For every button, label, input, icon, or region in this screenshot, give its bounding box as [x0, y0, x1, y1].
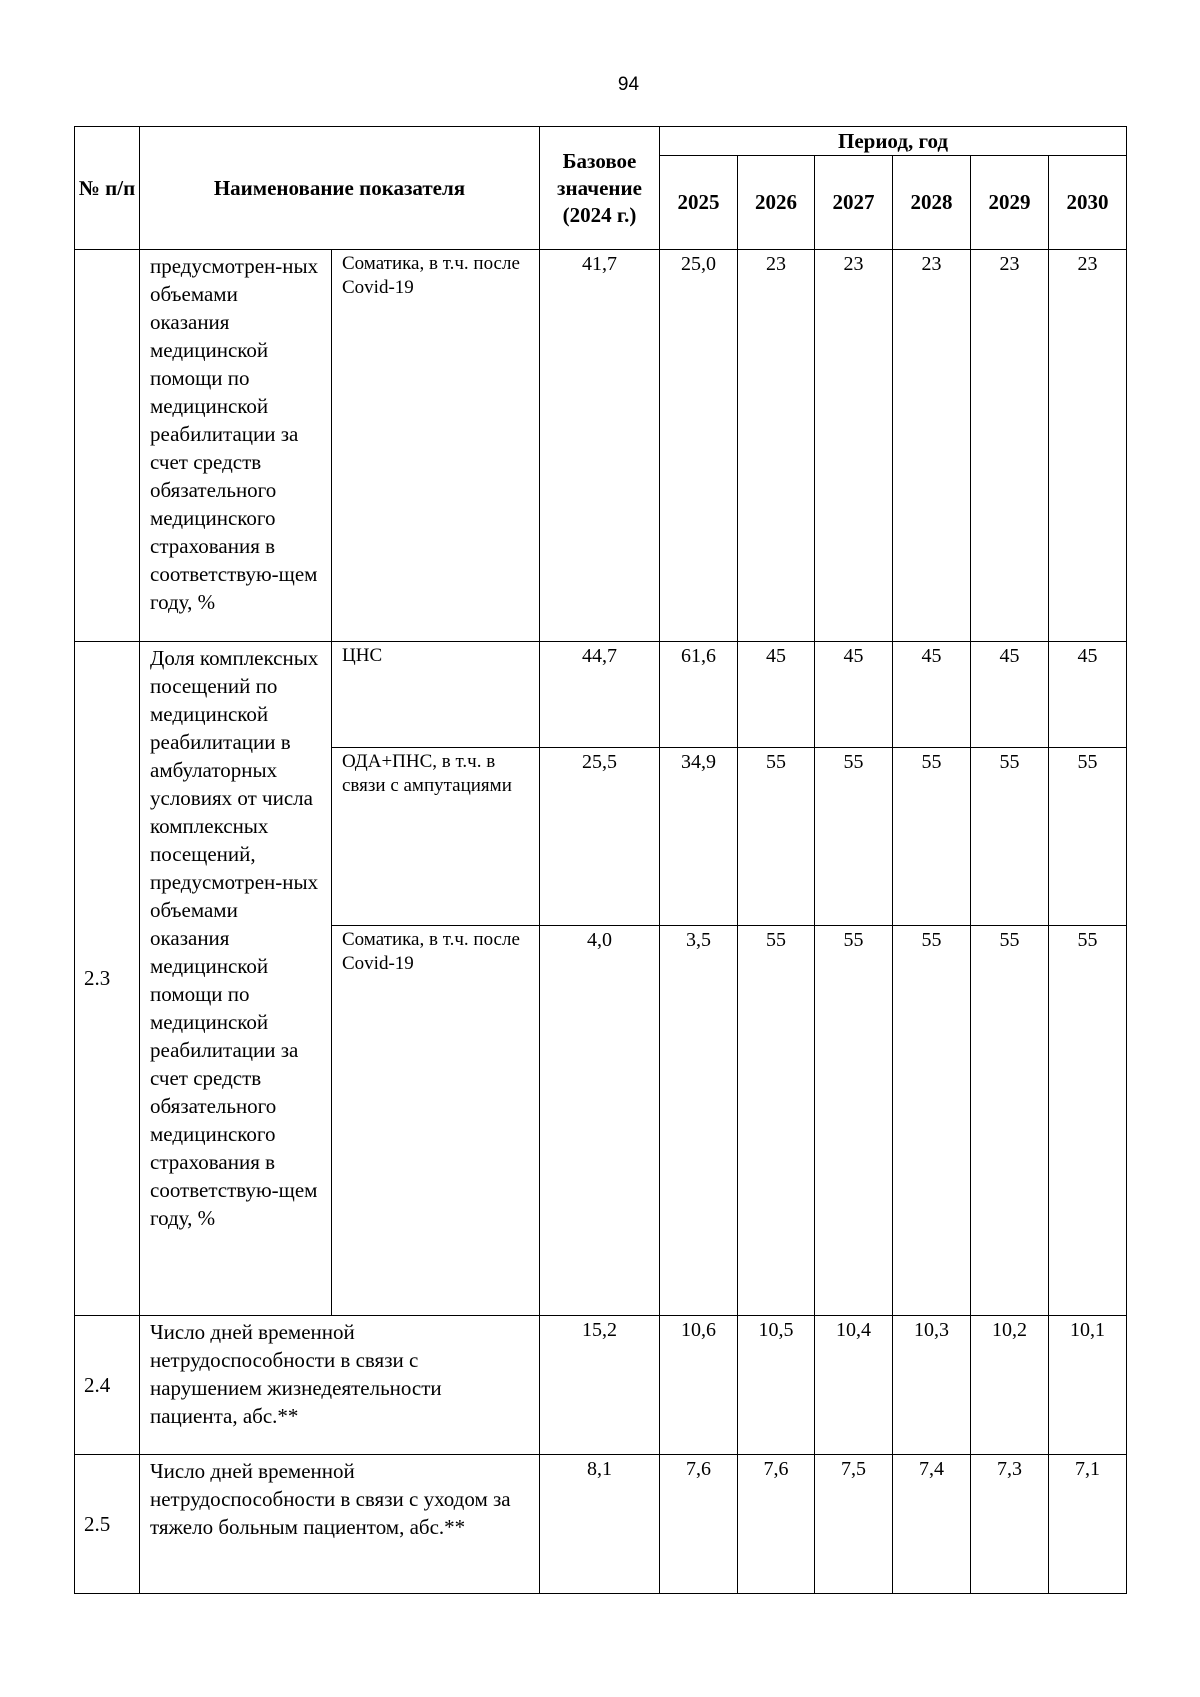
sub-indicator-name: Соматика, в т.ч. после Covid-19 — [332, 926, 540, 1316]
year-value: 55 — [815, 748, 893, 926]
header-period: Период, год — [660, 127, 1127, 156]
row-number: 2.3 — [75, 642, 140, 1316]
base-value: 41,7 — [540, 250, 660, 642]
year-value: 23 — [738, 250, 815, 642]
year-value: 7,4 — [893, 1455, 971, 1594]
year-value: 45 — [815, 642, 893, 748]
sub-indicator-name: ЦНС — [332, 642, 540, 748]
year-value: 7,5 — [815, 1455, 893, 1594]
year-value: 10,4 — [815, 1316, 893, 1455]
year-value: 55 — [893, 926, 971, 1316]
indicator-name: предусмотрен-ных объемами оказания медицинской помощи по медицинской реабилитации за счет средств обязательного медицинского страхования в соответствую-щем году, % — [140, 250, 332, 642]
year-value: 55 — [1049, 926, 1127, 1316]
year-value: 45 — [1049, 642, 1127, 748]
year-value: 10,1 — [1049, 1316, 1127, 1455]
year-value: 55 — [1049, 748, 1127, 926]
base-value: 44,7 — [540, 642, 660, 748]
sub-indicator-name: ОДА+ПНС, в т.ч. в связи с ампутациями — [332, 748, 540, 926]
year-value: 23 — [893, 250, 971, 642]
table-row — [75, 642, 1127, 748]
year-value: 55 — [971, 926, 1049, 1316]
year-value: 7,1 — [1049, 1455, 1127, 1594]
year-value: 23 — [815, 250, 893, 642]
sub-indicator-name: Соматика, в т.ч. после Covid-19 — [332, 250, 540, 642]
year-value: 55 — [738, 926, 815, 1316]
year-value: 10,2 — [971, 1316, 1049, 1455]
header-indicator-name: Наименование показателя — [140, 127, 540, 250]
indicator-name: Доля комплексных посещений по медицинской реабилитации в амбулаторных условиях от числа комплексных посещений, предусмотрен-ных объемами оказания медицинской помощи по медицинской реабилитации за счет средств обязательного медицинского страхования в соответствую-щем году, % — [140, 642, 332, 1316]
row-number: 2.5 — [75, 1455, 140, 1594]
row-number-cell — [75, 250, 140, 642]
header-number: № п/п — [75, 127, 140, 250]
indicator-name: Число дней временной нетрудоспособности в связи с уходом за тяжело больным пациентом, абс.** — [140, 1455, 540, 1594]
year-value: 3,5 — [660, 926, 738, 1316]
year-value: 34,9 — [660, 748, 738, 926]
table-row — [75, 250, 1127, 642]
row-number: 2.4 — [75, 1316, 140, 1455]
header-year: 2029 — [971, 156, 1049, 250]
year-value: 25,0 — [660, 250, 738, 642]
base-value: 4,0 — [540, 926, 660, 1316]
header-year: 2030 — [1049, 156, 1127, 250]
year-value: 55 — [971, 748, 1049, 926]
year-value: 10,3 — [893, 1316, 971, 1455]
page-number: 94 — [617, 74, 640, 95]
header-year: 2028 — [893, 156, 971, 250]
indicators-table — [74, 126, 1127, 1594]
year-value: 23 — [971, 250, 1049, 642]
year-value: 10,5 — [738, 1316, 815, 1455]
header-year: 2025 — [660, 156, 738, 250]
year-value: 55 — [893, 748, 971, 926]
year-value: 7,6 — [738, 1455, 815, 1594]
table-row — [75, 1316, 1127, 1455]
base-value: 15,2 — [540, 1316, 660, 1455]
year-value: 7,6 — [660, 1455, 738, 1594]
header-year: 2027 — [815, 156, 893, 250]
header-year: 2026 — [738, 156, 815, 250]
base-value: 25,5 — [540, 748, 660, 926]
year-value: 45 — [971, 642, 1049, 748]
year-value: 45 — [893, 642, 971, 748]
year-value: 61,6 — [660, 642, 738, 748]
indicator-name: Число дней временной нетрудоспособности в связи с нарушением жизнедеятельности пациента, абс.** — [140, 1316, 540, 1455]
header-base-value: Базовое значение (2024 г.) — [540, 127, 660, 250]
year-value: 45 — [738, 642, 815, 748]
year-value: 10,6 — [660, 1316, 738, 1455]
table-row — [75, 1455, 1127, 1594]
base-value: 8,1 — [540, 1455, 660, 1594]
year-value: 7,3 — [971, 1455, 1049, 1594]
year-value: 23 — [1049, 250, 1127, 642]
year-value: 55 — [815, 926, 893, 1316]
year-value: 55 — [738, 748, 815, 926]
